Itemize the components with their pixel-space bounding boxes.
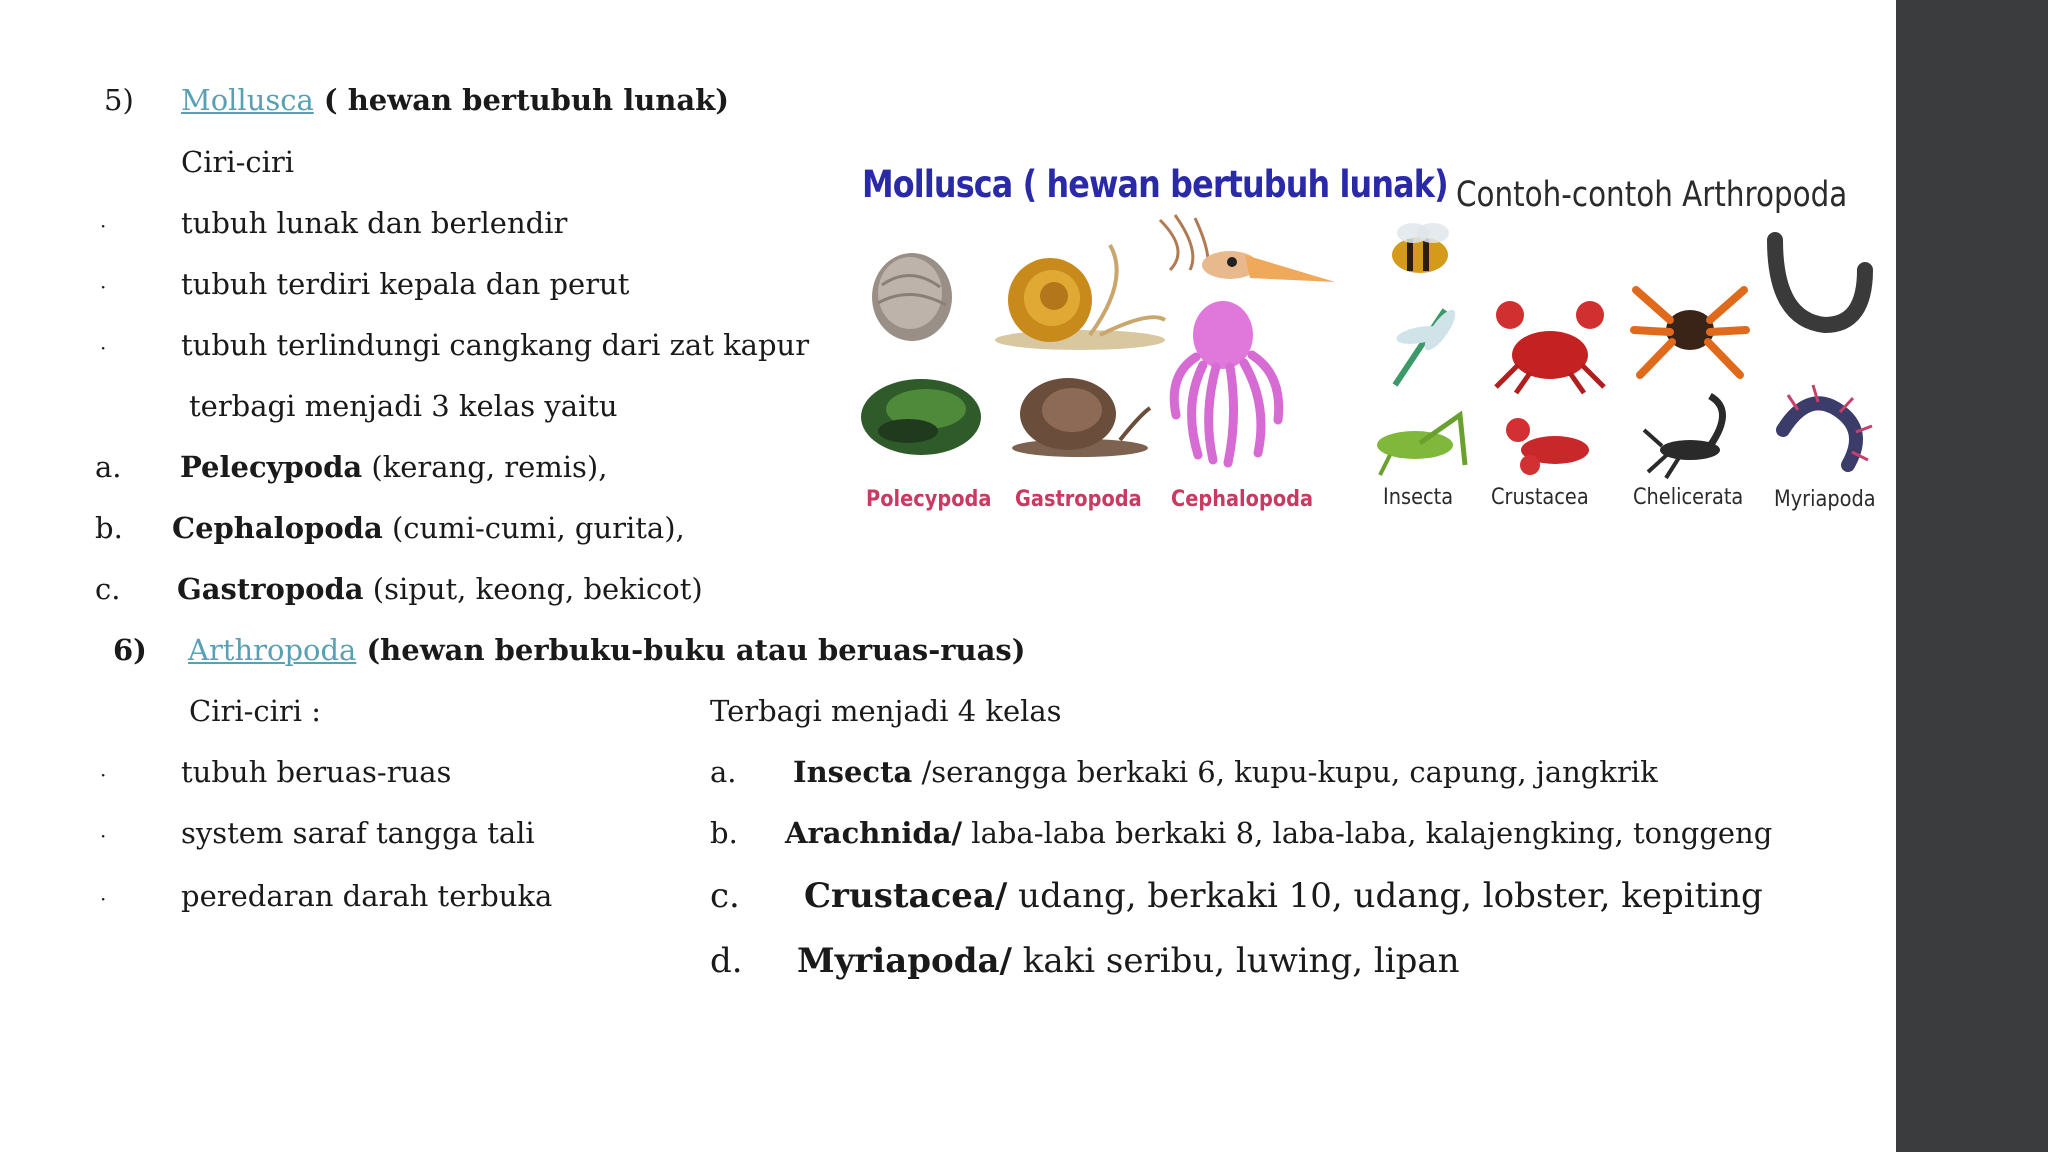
caption-polecypoda: Polecypoda [866,487,992,512]
caption-gastropoda: Gastropoda [1015,487,1142,512]
bee-image [1375,217,1465,287]
mollusca-class-marker: a. [95,450,122,484]
mollusca-bullet-3: tubuh terlindungi cangkang dari zat kapur [181,328,810,362]
squid-image [1150,210,1340,300]
arthropoda-heading-rest: (hewan berbuku-buku atau beruas-ruas) [356,633,1026,667]
snail-yellow-image [990,240,1170,355]
arthropoda-bullet-2: system saraf tangga tali [181,816,535,850]
caption-insecta: Insecta [1383,485,1454,510]
lobster-image [1500,410,1600,480]
scorpion-image [1640,390,1740,480]
mollusca-bullet-2: tubuh terdiri kepala dan perut [181,267,630,301]
mollusca-image-title: Mollusca ( hewan bertubuh lunak) [862,163,1448,206]
arthropoda-class-2: Arachnida/ laba-laba berkaki 8, laba-laba, kalajengking, tonggeng [785,816,1773,850]
mollusca-class-marker: c. [95,572,121,606]
arthropoda-kelas-intro: Terbagi menjadi 4 kelas [710,694,1062,728]
arthropoda-class-1: Insecta /serangga berkaki 6, kupu-kupu, capung, jangkrik [793,755,1658,789]
arthropoda-heading [188,632,1025,668]
centipede-image [1768,370,1878,480]
arthropoda-image-title: Contoh-contoh Arthropoda [1456,175,1848,215]
arthropoda-class-marker: a. [710,755,737,789]
mollusca-bullet-1: tubuh lunak dan berlendir [181,206,568,240]
arthropoda-class-marker: b. [710,816,738,850]
bullet-dot: · [100,336,107,360]
tarantula-image [1630,270,1750,385]
caption-myriapoda: Myriapoda [1774,487,1876,512]
octopus-image [1168,295,1288,470]
caption-chelicerata: Chelicerata [1633,485,1744,510]
caption-cephalopoda: Cephalopoda [1171,487,1314,512]
mollusca-link[interactable]: Mollusca [181,83,314,117]
arthropoda-class-marker: d. [710,941,743,981]
mollusca-kelas-intro: terbagi menjadi 3 kelas yaitu [189,389,618,423]
mollusca-class-1: Pelecypoda (kerang, remis), [180,450,608,484]
animal-illustration [850,145,1880,525]
arthropoda-class-3: Crustacea/ udang, berkaki 10, udang, lobster, kepiting [804,876,1763,916]
arthropoda-ciri-label: Ciri-ciri : [189,694,322,728]
crab-image [1490,295,1610,395]
mollusca-class-2: Cephalopoda (cumi-cumi, gurita), [172,511,685,545]
arthropoda-class-marker: c. [710,876,740,916]
presentation-side-bar [1896,0,2048,1152]
arthropoda-link[interactable]: Arthropoda [188,633,357,667]
mussel-image [856,375,986,460]
mollusca-heading-rest: ( hewan bertubuh lunak) [313,83,730,117]
millipede-image [1765,230,1875,345]
bullet-dot: · [100,763,107,787]
bullet-dot: · [100,275,107,299]
caption-crustacea: Crustacea [1491,485,1589,510]
bullet-dot: · [100,824,107,848]
arthropoda-bullet-3: peredaran darah terbuka [181,879,553,913]
arthropoda-bullet-1: tubuh beruas-ruas [181,755,452,789]
mollusca-ciri-label: Ciri-ciri [181,145,295,179]
mollusca-class-marker: b. [95,511,123,545]
bullet-dot: · [100,887,107,911]
dragonfly-image [1375,295,1465,395]
mollusca-heading [181,82,729,118]
grasshopper-image [1370,405,1470,480]
clam-shell-image [864,245,964,345]
mollusca-number: 5) [104,83,134,117]
arthropoda-number: 6) [113,633,147,667]
snail-brown-image [1010,370,1155,460]
arthropoda-class-4: Myriapoda/ kaki seribu, luwing, lipan [797,941,1460,981]
mollusca-class-3: Gastropoda (siput, keong, bekicot) [177,572,703,606]
bullet-dot: · [100,214,107,238]
